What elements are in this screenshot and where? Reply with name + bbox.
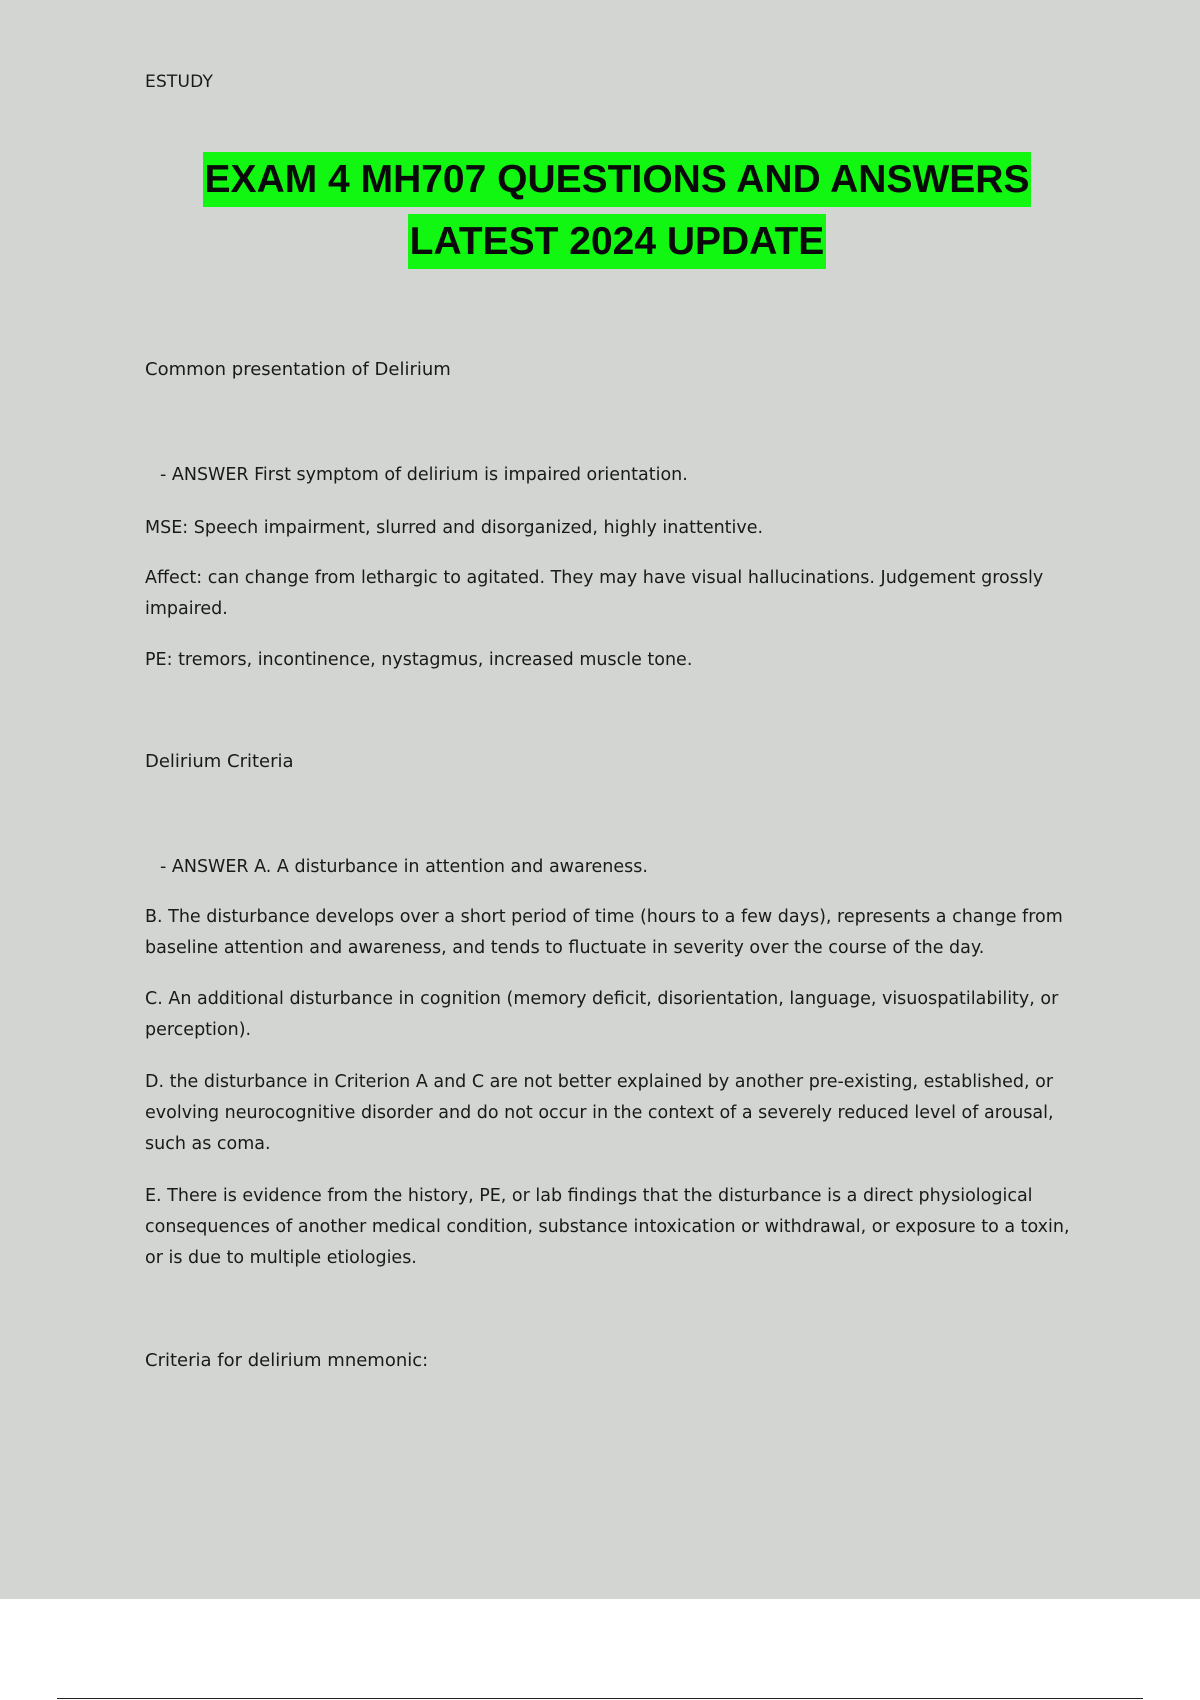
question-heading: Delirium Criteria [145,751,294,772]
question-heading: Common presentation of Delirium [145,359,451,380]
answer-line: E. There is evidence from the history, PE, or lab findings that the disturbance is a direct physiological consequences of another medical condition, substance intoxication or withdrawal, or exposure to a toxin, or is due to multiple etiologies. [145,1186,1070,1268]
answer-line: Affect: can change from lethargic to agitated. They may have visual hallucinations. Judgement grossly impaired. [145,568,1044,619]
answer-line: C. An additional disturbance in cognition (memory deficit, disorientation, language, visuospatilability, or perception). [145,989,1059,1040]
title-line-2: LATEST 2024 UPDATE [408,214,827,269]
footer-divider [57,1698,1143,1699]
answer-line: PE: tremors, incontinence, nystagmus, increased muscle tone. [145,650,693,670]
answer-line: B. The disturbance develops over a short period of time (hours to a few days), represents a change from baseline attention and awareness, and tends to fluctuate in severity over the course of the day. [145,907,1063,958]
document-title [0,152,1200,276]
answer-line: - ANSWER A. A disturbance in attention and awareness. [160,857,648,877]
answer-line: D. the disturbance in Criterion A and C are not better explained by another pre-existing, established, or evolving neurocognitive disorder and do not occur in the context of a severely reduced level of arousal, such as coma. [145,1072,1054,1154]
header-label: ESTUDY [145,72,214,92]
title-line-1: EXAM 4 MH707 QUESTIONS AND ANSWERS [203,152,1032,207]
question-heading: Criteria for delirium mnemonic: [145,1350,429,1371]
answer-line: - ANSWER First symptom of delirium is impaired orientation. [160,465,688,485]
answer-line: MSE: Speech impairment, slurred and disorganized, highly inattentive. [145,518,764,538]
